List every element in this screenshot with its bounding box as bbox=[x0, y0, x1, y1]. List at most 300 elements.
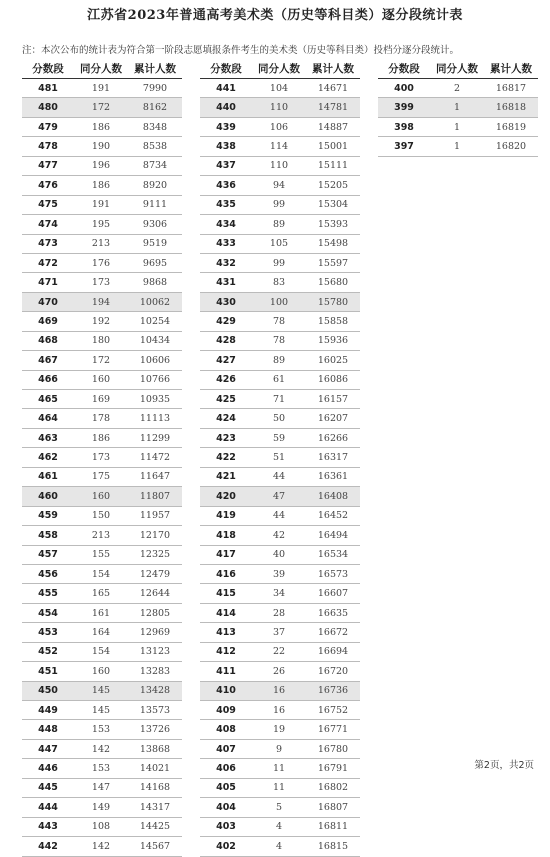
table-row bbox=[378, 118, 538, 137]
same-score-count-cell: 173 bbox=[91, 277, 111, 289]
same-score-count-cell: 154 bbox=[91, 646, 111, 658]
table-row bbox=[22, 254, 182, 273]
same-score-count-cell: 1 bbox=[453, 121, 461, 133]
score-cell: 473 bbox=[38, 238, 58, 250]
score-cell: 461 bbox=[38, 471, 58, 483]
score-cell: 434 bbox=[216, 218, 236, 230]
cumulative-count-cell: 14781 bbox=[317, 102, 349, 114]
table-row bbox=[200, 565, 360, 584]
score-cell: 476 bbox=[38, 179, 58, 191]
same-score-count-cell: 147 bbox=[91, 782, 111, 794]
score-table-column-2 bbox=[200, 58, 360, 857]
score-cell: 418 bbox=[216, 529, 236, 541]
cumulative-count-cell: 16815 bbox=[317, 840, 349, 852]
cumulative-count-cell: 16607 bbox=[317, 588, 349, 600]
score-cell: 403 bbox=[216, 821, 236, 833]
table-row bbox=[200, 798, 360, 817]
table-row bbox=[200, 409, 360, 428]
table-row bbox=[22, 740, 182, 759]
cumulative-count-cell: 16025 bbox=[317, 354, 349, 366]
score-cell: 415 bbox=[216, 588, 236, 600]
cumulative-count-cell: 15001 bbox=[317, 141, 349, 153]
table-row bbox=[22, 798, 182, 817]
same-score-count-cell: 110 bbox=[269, 160, 289, 172]
score-cell: 440 bbox=[216, 102, 236, 114]
cumulative-count-cell: 11472 bbox=[139, 452, 171, 464]
same-score-count-cell: 94 bbox=[272, 179, 286, 191]
score-cell: 420 bbox=[216, 490, 236, 502]
cumulative-count-cell: 12479 bbox=[139, 568, 171, 580]
table-row bbox=[200, 701, 360, 720]
same-score-count-cell: 50 bbox=[272, 413, 286, 425]
score-cell: 475 bbox=[38, 199, 58, 211]
cumulative-count-cell: 10935 bbox=[139, 393, 171, 405]
table-row bbox=[200, 351, 360, 370]
score-cell: 413 bbox=[216, 626, 236, 638]
score-cell: 422 bbox=[216, 452, 236, 464]
cumulative-count-cell: 11957 bbox=[139, 510, 171, 522]
same-score-count-cell: 195 bbox=[91, 218, 111, 230]
cumulative-count-cell: 11647 bbox=[139, 471, 171, 483]
score-cell: 448 bbox=[38, 724, 58, 736]
table-row bbox=[200, 584, 360, 603]
table-body bbox=[200, 79, 360, 857]
same-score-count-cell: 213 bbox=[91, 238, 111, 250]
score-cell: 445 bbox=[38, 782, 58, 794]
same-score-count-cell: 169 bbox=[91, 393, 111, 405]
cumulative-count-cell: 12170 bbox=[139, 529, 171, 541]
table-row bbox=[200, 818, 360, 837]
table-row bbox=[22, 157, 182, 176]
score-cell: 453 bbox=[38, 626, 58, 638]
table-row bbox=[200, 662, 360, 681]
same-score-count-cell: 160 bbox=[91, 490, 111, 502]
same-score-count-cell: 180 bbox=[91, 335, 111, 347]
score-cell: 446 bbox=[38, 763, 58, 775]
same-score-count-cell: 213 bbox=[91, 529, 111, 541]
same-score-count-cell: 89 bbox=[272, 218, 286, 230]
table-row bbox=[378, 137, 538, 156]
score-cell: 480 bbox=[38, 102, 58, 114]
table-row bbox=[22, 351, 182, 370]
cumulative-count-cell: 14671 bbox=[317, 82, 349, 94]
same-score-count-cell: 5 bbox=[275, 801, 283, 813]
cumulative-count-cell: 16811 bbox=[317, 821, 349, 833]
same-score-count-cell: 186 bbox=[91, 179, 111, 191]
cumulative-count-cell: 16408 bbox=[317, 490, 349, 502]
score-cell: 438 bbox=[216, 141, 236, 153]
cumulative-count-cell: 8348 bbox=[142, 121, 168, 133]
same-score-count-cell: 51 bbox=[272, 452, 286, 464]
header-same-score-count: 同分人数 bbox=[436, 62, 478, 75]
score-cell: 472 bbox=[38, 257, 58, 269]
same-score-count-cell: 105 bbox=[269, 238, 289, 250]
same-score-count-cell: 150 bbox=[91, 510, 111, 522]
table-row bbox=[200, 759, 360, 778]
same-score-count-cell: 9 bbox=[275, 743, 283, 755]
table-row bbox=[22, 79, 182, 98]
cumulative-count-cell: 15111 bbox=[317, 160, 349, 172]
table-row bbox=[200, 720, 360, 739]
cumulative-count-cell: 12644 bbox=[139, 588, 171, 600]
same-score-count-cell: 186 bbox=[91, 432, 111, 444]
table-row bbox=[22, 196, 182, 215]
same-score-count-cell: 16 bbox=[272, 685, 286, 697]
table-row bbox=[200, 118, 360, 137]
same-score-count-cell: 1 bbox=[453, 102, 461, 114]
table-row bbox=[22, 643, 182, 662]
same-score-count-cell: 192 bbox=[91, 315, 111, 327]
table-row bbox=[22, 818, 182, 837]
cumulative-count-cell: 16694 bbox=[317, 646, 349, 658]
table-row bbox=[200, 235, 360, 254]
score-cell: 458 bbox=[38, 529, 58, 541]
score-cell: 416 bbox=[216, 568, 236, 580]
score-cell: 455 bbox=[38, 588, 58, 600]
table-row bbox=[22, 332, 182, 351]
score-cell: 405 bbox=[216, 782, 236, 794]
cumulative-count-cell: 10062 bbox=[139, 296, 171, 308]
same-score-count-cell: 99 bbox=[272, 257, 286, 269]
same-score-count-cell: 100 bbox=[269, 296, 289, 308]
cumulative-count-cell: 12969 bbox=[139, 626, 171, 638]
cumulative-count-cell: 15393 bbox=[317, 218, 349, 230]
same-score-count-cell: 191 bbox=[91, 199, 111, 211]
score-cell: 450 bbox=[38, 685, 58, 697]
table-header bbox=[378, 58, 538, 79]
cumulative-count-cell: 14317 bbox=[139, 801, 171, 813]
cumulative-count-cell: 16817 bbox=[495, 82, 527, 94]
cumulative-count-cell: 9111 bbox=[142, 199, 168, 211]
table-row bbox=[22, 604, 182, 623]
table-row bbox=[200, 448, 360, 467]
same-score-count-cell: 40 bbox=[272, 549, 286, 561]
same-score-count-cell: 11 bbox=[272, 763, 286, 775]
score-cell: 411 bbox=[216, 665, 236, 677]
score-cell: 439 bbox=[216, 121, 236, 133]
table-row bbox=[200, 429, 360, 448]
same-score-count-cell: 78 bbox=[272, 315, 286, 327]
cumulative-count-cell: 8920 bbox=[142, 179, 168, 191]
same-score-count-cell: 173 bbox=[91, 452, 111, 464]
page-number: 第2页，共2页 bbox=[474, 760, 534, 771]
table-row bbox=[200, 176, 360, 195]
score-cell: 468 bbox=[38, 335, 58, 347]
cumulative-count-cell: 13573 bbox=[139, 704, 171, 716]
cumulative-count-cell: 13726 bbox=[139, 724, 171, 736]
table-row bbox=[22, 526, 182, 545]
score-cell: 447 bbox=[38, 743, 58, 755]
table-row bbox=[22, 623, 182, 642]
score-cell: 477 bbox=[38, 160, 58, 172]
same-score-count-cell: 153 bbox=[91, 724, 111, 736]
same-score-count-cell: 16 bbox=[272, 704, 286, 716]
table-row bbox=[22, 468, 182, 487]
cumulative-count-cell: 11113 bbox=[139, 413, 171, 425]
table-row bbox=[22, 429, 182, 448]
table-row bbox=[200, 98, 360, 117]
score-cell: 449 bbox=[38, 704, 58, 716]
table-row bbox=[200, 468, 360, 487]
table-row bbox=[22, 390, 182, 409]
same-score-count-cell: 47 bbox=[272, 490, 286, 502]
table-row bbox=[22, 565, 182, 584]
table-row bbox=[200, 215, 360, 234]
same-score-count-cell: 196 bbox=[91, 160, 111, 172]
same-score-count-cell: 4 bbox=[275, 821, 283, 833]
table-row bbox=[200, 740, 360, 759]
cumulative-count-cell: 16736 bbox=[317, 685, 349, 697]
cumulative-count-cell: 8538 bbox=[142, 141, 168, 153]
table-row bbox=[200, 487, 360, 506]
table-row bbox=[22, 176, 182, 195]
score-cell: 466 bbox=[38, 374, 58, 386]
page-title: 江苏省2023年普通高考美术类（历史等科目类）逐分段统计表 bbox=[87, 8, 463, 23]
same-score-count-cell: 186 bbox=[91, 121, 111, 133]
table-row bbox=[22, 273, 182, 292]
table-note: 注：本次公布的统计表为符合第一阶段志愿填报条件考生的美术类（历史等科目类）投档分逐分段统计。 bbox=[22, 45, 460, 56]
cumulative-count-cell: 16752 bbox=[317, 704, 349, 716]
same-score-count-cell: 190 bbox=[91, 141, 111, 153]
cumulative-count-cell: 9519 bbox=[142, 238, 168, 250]
same-score-count-cell: 149 bbox=[91, 801, 111, 813]
table-row bbox=[22, 293, 182, 312]
table-row bbox=[200, 623, 360, 642]
score-cell: 398 bbox=[394, 121, 414, 133]
cumulative-count-cell: 16672 bbox=[317, 626, 349, 638]
score-cell: 481 bbox=[38, 82, 58, 94]
header-cumulative-count: 累计人数 bbox=[312, 62, 354, 75]
cumulative-count-cell: 15597 bbox=[317, 257, 349, 269]
score-cell: 436 bbox=[216, 179, 236, 191]
table-body bbox=[22, 79, 182, 857]
table-row bbox=[22, 371, 182, 390]
same-score-count-cell: 83 bbox=[272, 277, 286, 289]
score-cell: 435 bbox=[216, 199, 236, 211]
score-cell: 467 bbox=[38, 354, 58, 366]
header-same-score-count: 同分人数 bbox=[258, 62, 300, 75]
same-score-count-cell: 37 bbox=[272, 626, 286, 638]
same-score-count-cell: 161 bbox=[91, 607, 111, 619]
same-score-count-cell: 1 bbox=[453, 141, 461, 153]
table-row bbox=[22, 235, 182, 254]
cumulative-count-cell: 15205 bbox=[317, 179, 349, 191]
cumulative-count-cell: 13283 bbox=[139, 665, 171, 677]
cumulative-count-cell: 16807 bbox=[317, 801, 349, 813]
header-score-band: 分数段 bbox=[210, 62, 242, 75]
score-table-column-1 bbox=[22, 58, 182, 857]
same-score-count-cell: 164 bbox=[91, 626, 111, 638]
header-cumulative-count: 累计人数 bbox=[490, 62, 532, 75]
table-row bbox=[22, 137, 182, 156]
score-cell: 452 bbox=[38, 646, 58, 658]
cumulative-count-cell: 10766 bbox=[139, 374, 171, 386]
same-score-count-cell: 160 bbox=[91, 374, 111, 386]
score-cell: 430 bbox=[216, 296, 236, 308]
header-score-band: 分数段 bbox=[32, 62, 64, 75]
cumulative-count-cell: 14887 bbox=[317, 121, 349, 133]
same-score-count-cell: 172 bbox=[91, 102, 111, 114]
same-score-count-cell: 165 bbox=[91, 588, 111, 600]
cumulative-count-cell: 16818 bbox=[495, 102, 527, 114]
same-score-count-cell: 44 bbox=[272, 510, 286, 522]
score-cell: 454 bbox=[38, 607, 58, 619]
cumulative-count-cell: 10606 bbox=[139, 354, 171, 366]
cumulative-count-cell: 16635 bbox=[317, 607, 349, 619]
score-cell: 402 bbox=[216, 840, 236, 852]
table-row bbox=[200, 196, 360, 215]
score-table-column-3 bbox=[378, 58, 538, 157]
cumulative-count-cell: 9695 bbox=[142, 257, 168, 269]
table-header bbox=[22, 58, 182, 79]
cumulative-count-cell: 15498 bbox=[317, 238, 349, 250]
same-score-count-cell: 42 bbox=[272, 529, 286, 541]
table-row bbox=[22, 215, 182, 234]
cumulative-count-cell: 15936 bbox=[317, 335, 349, 347]
score-cell: 399 bbox=[394, 102, 414, 114]
cumulative-count-cell: 16266 bbox=[317, 432, 349, 444]
table-row bbox=[200, 526, 360, 545]
cumulative-count-cell: 16207 bbox=[317, 413, 349, 425]
table-row bbox=[200, 332, 360, 351]
score-cell: 409 bbox=[216, 704, 236, 716]
same-score-count-cell: 104 bbox=[269, 82, 289, 94]
same-score-count-cell: 160 bbox=[91, 665, 111, 677]
same-score-count-cell: 19 bbox=[272, 724, 286, 736]
same-score-count-cell: 11 bbox=[272, 782, 286, 794]
same-score-count-cell: 2 bbox=[453, 82, 461, 94]
header-same-score-count: 同分人数 bbox=[80, 62, 122, 75]
table-row bbox=[22, 98, 182, 117]
score-cell: 474 bbox=[38, 218, 58, 230]
score-cell: 414 bbox=[216, 607, 236, 619]
cumulative-count-cell: 14168 bbox=[139, 782, 171, 794]
table-row bbox=[378, 79, 538, 98]
cumulative-count-cell: 9306 bbox=[142, 218, 168, 230]
table-row bbox=[22, 837, 182, 856]
same-score-count-cell: 61 bbox=[272, 374, 286, 386]
score-cell: 457 bbox=[38, 549, 58, 561]
table-row bbox=[22, 584, 182, 603]
score-cell: 442 bbox=[38, 840, 58, 852]
table-row bbox=[200, 293, 360, 312]
score-cell: 478 bbox=[38, 141, 58, 153]
score-cell: 471 bbox=[38, 277, 58, 289]
score-cell: 426 bbox=[216, 374, 236, 386]
score-cell: 479 bbox=[38, 121, 58, 133]
score-cell: 404 bbox=[216, 801, 236, 813]
cumulative-count-cell: 8162 bbox=[142, 102, 168, 114]
same-score-count-cell: 78 bbox=[272, 335, 286, 347]
same-score-count-cell: 145 bbox=[91, 685, 111, 697]
table-row bbox=[200, 157, 360, 176]
cumulative-count-cell: 13428 bbox=[139, 685, 171, 697]
same-score-count-cell: 34 bbox=[272, 588, 286, 600]
score-cell: 423 bbox=[216, 432, 236, 444]
table-row bbox=[200, 643, 360, 662]
same-score-count-cell: 26 bbox=[272, 665, 286, 677]
score-cell: 433 bbox=[216, 238, 236, 250]
score-cell: 444 bbox=[38, 801, 58, 813]
score-cell: 464 bbox=[38, 413, 58, 425]
table-row bbox=[22, 546, 182, 565]
table-row bbox=[200, 837, 360, 856]
score-cell: 441 bbox=[216, 82, 236, 94]
table-row bbox=[200, 604, 360, 623]
table-row bbox=[22, 487, 182, 506]
same-score-count-cell: 191 bbox=[91, 82, 111, 94]
table-row bbox=[200, 273, 360, 292]
table-row bbox=[200, 137, 360, 156]
table-row bbox=[200, 390, 360, 409]
score-cell: 407 bbox=[216, 743, 236, 755]
same-score-count-cell: 106 bbox=[269, 121, 289, 133]
table-body bbox=[378, 79, 538, 157]
score-cell: 470 bbox=[38, 296, 58, 308]
score-cell: 431 bbox=[216, 277, 236, 289]
cumulative-count-cell: 16317 bbox=[317, 452, 349, 464]
table-row bbox=[22, 701, 182, 720]
score-cell: 425 bbox=[216, 393, 236, 405]
cumulative-count-cell: 9868 bbox=[142, 277, 168, 289]
table-row bbox=[22, 507, 182, 526]
cumulative-count-cell: 8734 bbox=[142, 160, 168, 172]
same-score-count-cell: 39 bbox=[272, 568, 286, 580]
score-cell: 437 bbox=[216, 160, 236, 172]
same-score-count-cell: 44 bbox=[272, 471, 286, 483]
same-score-count-cell: 176 bbox=[91, 257, 111, 269]
table-row bbox=[200, 254, 360, 273]
same-score-count-cell: 114 bbox=[269, 141, 289, 153]
same-score-count-cell: 153 bbox=[91, 763, 111, 775]
cumulative-count-cell: 16802 bbox=[317, 782, 349, 794]
cumulative-count-cell: 13123 bbox=[139, 646, 171, 658]
table-row bbox=[22, 682, 182, 701]
score-cell: 427 bbox=[216, 354, 236, 366]
score-cell: 406 bbox=[216, 763, 236, 775]
cumulative-count-cell: 15780 bbox=[317, 296, 349, 308]
cumulative-count-cell: 16791 bbox=[317, 763, 349, 775]
cumulative-count-cell: 16452 bbox=[317, 510, 349, 522]
cumulative-count-cell: 10434 bbox=[139, 335, 171, 347]
cumulative-count-cell: 11299 bbox=[139, 432, 171, 444]
score-cell: 421 bbox=[216, 471, 236, 483]
cumulative-count-cell: 16573 bbox=[317, 568, 349, 580]
cumulative-count-cell: 16534 bbox=[317, 549, 349, 561]
table-row bbox=[378, 98, 538, 117]
score-cell: 460 bbox=[38, 490, 58, 502]
table-row bbox=[22, 759, 182, 778]
score-cell: 462 bbox=[38, 452, 58, 464]
table-header bbox=[200, 58, 360, 79]
score-cell: 417 bbox=[216, 549, 236, 561]
cumulative-count-cell: 16720 bbox=[317, 665, 349, 677]
cumulative-count-cell: 12325 bbox=[139, 549, 171, 561]
cumulative-count-cell: 15680 bbox=[317, 277, 349, 289]
table-row bbox=[200, 312, 360, 331]
cumulative-count-cell: 16361 bbox=[317, 471, 349, 483]
score-cell: 408 bbox=[216, 724, 236, 736]
same-score-count-cell: 4 bbox=[275, 840, 283, 852]
same-score-count-cell: 145 bbox=[91, 704, 111, 716]
same-score-count-cell: 99 bbox=[272, 199, 286, 211]
cumulative-count-cell: 16820 bbox=[495, 141, 527, 153]
score-cell: 443 bbox=[38, 821, 58, 833]
table-row bbox=[22, 448, 182, 467]
cumulative-count-cell: 7990 bbox=[142, 82, 168, 94]
cumulative-count-cell: 15858 bbox=[317, 315, 349, 327]
same-score-count-cell: 172 bbox=[91, 354, 111, 366]
